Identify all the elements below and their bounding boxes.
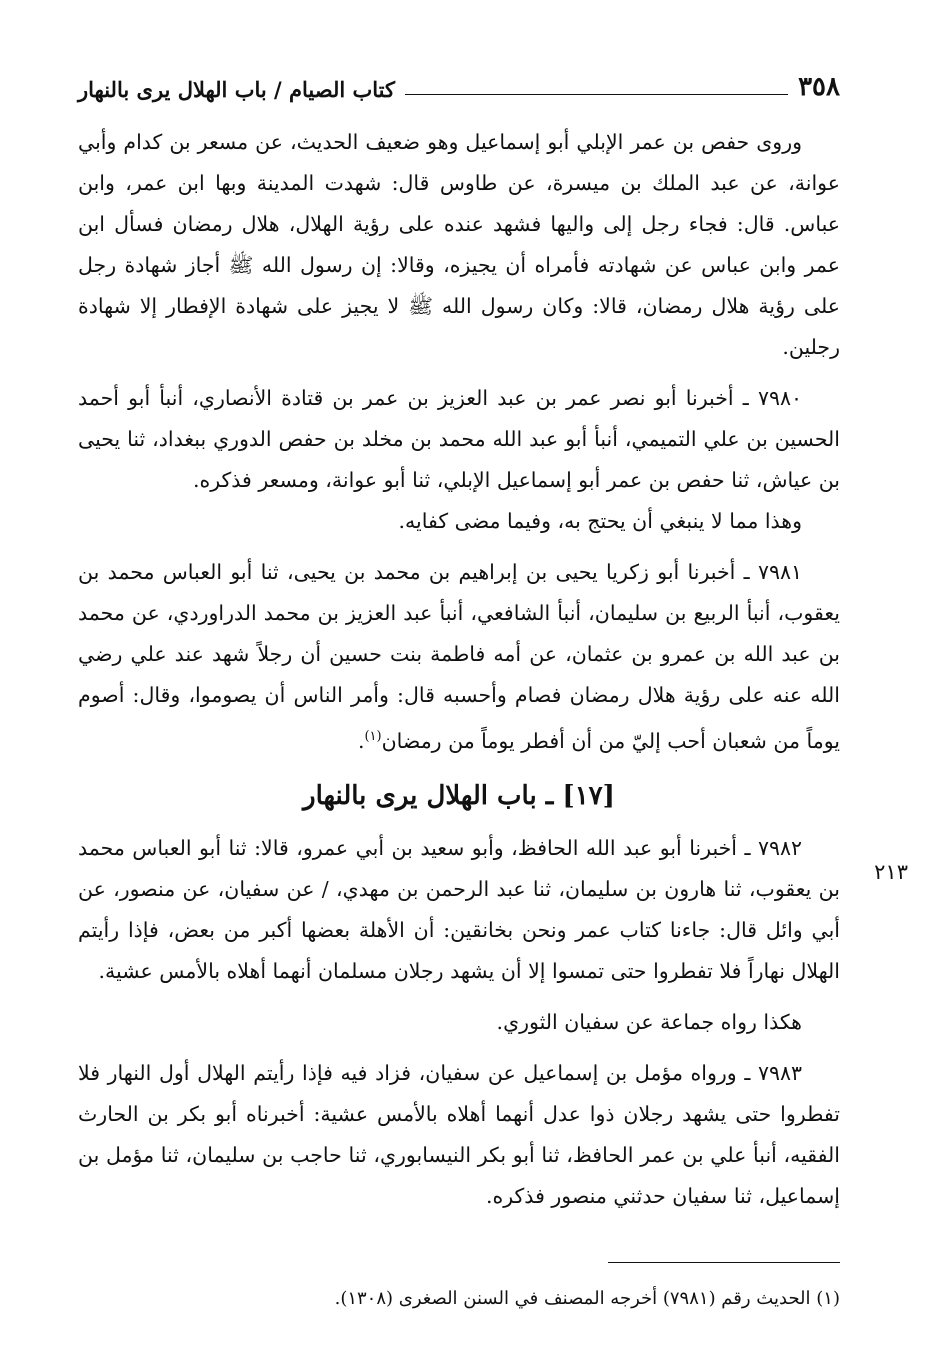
page-number: ٣٥٨ <box>798 72 840 102</box>
footnote-reference[interactable]: (١) <box>364 729 382 744</box>
page-body <box>78 122 840 1217</box>
margin-page-reference: ٢١٣ <box>874 860 908 884</box>
paragraph-narration-note: هكذا رواه جماعة عن سفيان الثوري. <box>496 1009 802 1034</box>
hadith-7980: ٧٩٨٠ ـ أخبرنا أبو نصر عمر بن عبد العزيز بن عمر بن قتادة الأنصاري، أنبأ أبو أحمد الحسين بن علي التميمي، أنبأ أبو عبد الله محمد بن مخلد بن حفص الدوري ببغداد، ثنا يحيى بن عياش، ثنا حفص بن عمر أبو إسماعيل الإبلي، ثنا أبو عوانة، ومسعر فذكره. <box>78 386 840 492</box>
paragraph-1: وروى حفص بن عمر الإبلي أبو إسماعيل وهو ضعيف الحديث، عن مسعر بن كدام وأبي عوانة، عن عبد الملك بن ميسرة، عن طاوس قال: شهدت المدينة وبها ابن عمر، وابن عباس. قال: فجاء رجل إلى واليها فشهد عنده على رؤية الهلال، هلال رمضان فسأل ابن عمر وابن عباس عن شهادته فأمراه أن يجيزه، وقالا: إن رسول الله ﷺ أجاز شهادة رجل على رؤية هلال رمضان، قالا: وكان رسول الله ﷺ لا يجيز على شهادة الإفطار إلا شهادة رجلين. <box>78 130 840 359</box>
chapter-heading: [١٧] ـ باب الهلال يرى بالنهار <box>303 780 615 811</box>
header-rule <box>405 94 788 95</box>
paragraph-commentary: وهذا مما لا ينبغي أن يحتج به، وفيما مضى كفايه. <box>398 509 802 533</box>
running-header <box>78 66 840 102</box>
hadith-7981 <box>78 552 840 762</box>
hadith-7983: ٧٩٨٣ ـ ورواه مؤمل بن إسماعيل عن سفيان، فزاد فيه فإذا رأيتم الهلال أول النهار فلا تفطروا حتى يشهد رجلان ذوا عدل أنهما أهلاه بالأمس عشية: أخبرناه أبو بكر بن الحارث الفقيه، أنبأ علي بن عمر الحافظ، ثنا أبو بكر النيسابوري، ثنا حاجب بن سليمان، ثنا مؤمل بن إسماعيل، ثنا سفيان حدثني منصور فذكره. <box>78 1060 840 1208</box>
running-title: كتاب الصيام / باب الهلال يرى بالنهار <box>78 77 395 102</box>
hadith-7981-end: . <box>357 728 365 753</box>
footnote: (١) الحديث رقم (٧٩٨١) أخرجه المصنف في السنن الصغرى (١٣٠٨). <box>334 1288 840 1309</box>
footnote-rule <box>608 1262 840 1263</box>
hadith-7982: ٧٩٨٢ ـ أخبرنا أبو عبد الله الحافظ، وأبو سعيد بن أبي عمرو، قالا: ثنا أبو العباس محمد بن يعقوب، ثنا هارون بن سليمان، ثنا عبد الرحمن بن مهدي، / عن سفيان، عن منصور، عن أبي وائل قال: جاءنا كتاب عمر ونحن بخانقين: أن الأهلة بعضها أكبر من بعض، فإذا رأيتم الهلال نهاراً فلا تفطروا حتى تمسوا إلا أن يشهد رجلان مسلمان أنهما أهلاه بالأمس عشية. <box>78 835 840 983</box>
hadith-7981-text: ٧٩٨١ ـ أخبرنا أبو زكريا يحيى بن إبراهيم بن محمد بن يحيى، ثنا أبو العباس محمد بن يعقوب، أنبأ الربيع بن سليمان، أنبأ الشافعي، أنبأ عبد العزيز بن محمد الدراوردي، عن محمد بن عبد الله بن عمرو بن عثمان، عن أمه فاطمة بنت حسين أن رجلاً شهد عند علي رضي الله عنه على رؤية هلال رمضان فصام وأحسبه قال: وأمر الناس أن يصوموا، وقال: أصوم يوماً من شعبان أحب إليّ من أن أفطر يوماً من رمضان <box>78 560 840 753</box>
